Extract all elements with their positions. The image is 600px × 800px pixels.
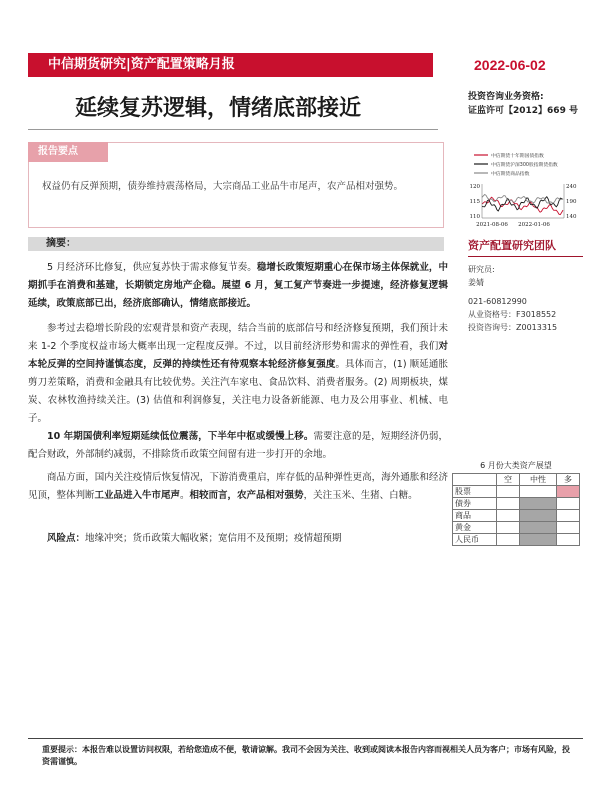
y-tick-left: 115 (469, 199, 480, 205)
outlook-title: 6 月份大类资产展望 (480, 461, 552, 470)
x-tick: 2022-01-06 (518, 222, 550, 228)
key-points-text: 权益仍有反弹预期，债券维持震荡格局，大宗商品工业品牛市尾声，农产品相对强势。 (42, 181, 404, 192)
qualification-line-2: 证监许可【2012】669 号 (468, 106, 578, 116)
paragraph-bonds (28, 428, 448, 464)
research-team-block (468, 237, 583, 334)
paragraph-commodities (28, 469, 448, 505)
outlook-asset-label: 人民币 (453, 534, 497, 546)
outlook-cell (497, 522, 520, 534)
asset-outlook-table (452, 459, 580, 544)
index-trend-chart (462, 148, 580, 228)
paragraph-risks (28, 530, 448, 548)
para4-part-a: 商品方面，国内关注疫情后恢复情况，下游消费重启，库存低的品种弹性更高，海外通胀和经济见顶，整体判断 (28, 472, 448, 501)
para4-part-c: 。 (180, 490, 190, 501)
qualification-line-1: 投资咨询业务资格: (468, 92, 544, 102)
report-title: 延续复苏逻辑，情绪底部接近 (75, 96, 362, 121)
outlook-cell (497, 510, 520, 522)
outlook-cell (557, 498, 580, 510)
y-tick-right: 140 (566, 214, 577, 220)
title-divider (28, 129, 438, 130)
y-tick-right: 190 (566, 199, 577, 205)
outlook-cell (519, 534, 556, 546)
para5-part-b: 地缘冲突；货币政策大幅收紧；宽信用不及预期；疫情超预期 (85, 533, 342, 544)
outlook-row (453, 522, 580, 534)
outlook-header-short: 空 (497, 474, 520, 486)
outlook-cell (519, 510, 556, 522)
footer-disclaimer: 重要提示：本报告难以设置访问权限，若给您造成不便，敬请谅解。我司不会因为关注、收到或阅读本报告内容而视相关人员为客户；市场有风险，投资需谨慎。 (42, 745, 570, 766)
paragraph-economy (28, 259, 448, 313)
footer-divider (28, 738, 583, 739)
para2-part-c: 。具体而言，(1) 顺延通胀剪刀差策略，消费和金融具有比较优势。关注汽车家电、食品饮料、消费者服务。(2) 周期板块，煤炭、农林牧渔持续关注。(3) 估值和利润修复，关注电力设备新能源、电力及公用事业、机械、电子。 (28, 359, 448, 424)
outlook-cell (497, 534, 520, 546)
para3-part-b: 需要注意的是，短期经济仍弱，配合财政，外部制约减弱，不排除货币政策空间留有进一步打开的余地。 (28, 431, 448, 460)
researcher-phone: 021-60812990 (468, 297, 527, 306)
y-tick-left: 120 (469, 184, 480, 190)
series-line (482, 197, 563, 214)
chart-plot-area (482, 195, 563, 215)
outlook-grid (452, 473, 580, 546)
outlook-row (453, 498, 580, 510)
team-title: 资产配置研究团队 (468, 237, 583, 257)
paragraph-equity (28, 320, 448, 428)
para4-part-e: ，关注玉米、生猪、白糖。 (303, 490, 418, 501)
legend-label: 中信期货商品指数 (491, 172, 530, 177)
summary-label: 摘要： (28, 237, 444, 251)
para2-part-a: 参考过去稳增长阶段的宏观背景和资产表现，结合当前的底部信号和经济修复预期，我们预计未来 1-2 个季度权益市场大概率出现一定程度反弹。不过，以目前经济形势和需求的弹性看，我们 (28, 323, 448, 352)
y-tick-right: 240 (566, 184, 577, 190)
report-date: 2022-06-02 (474, 57, 546, 73)
outlook-cell (557, 486, 580, 498)
para1-part-b: 稳增长政策短期重心在保市场主体保就业，中期抓手在消费和基建，长期锁定房地产企稳。展望 6 月，复工复产节奏进一步提速，经济修复逻辑延续，政策底部已出，经济底部确认，情绪底部接近。 (28, 262, 448, 309)
legend-label: 中信期货十年期国债指数 (491, 154, 544, 159)
researcher-name: 姜婧 (468, 278, 484, 287)
outlook-asset-label: 股票 (453, 486, 497, 498)
researcher-label: 研究员: (468, 265, 495, 274)
para3-part-a: 10 年期国债利率短期延续低位震荡，下半年中枢或缓慢上移。 (47, 431, 314, 442)
outlook-cell (519, 486, 556, 498)
outlook-cell (497, 498, 520, 510)
para4-part-b: 工业品进入牛市尾声 (94, 490, 181, 501)
series-line (482, 197, 563, 211)
outlook-asset-label: 债券 (453, 498, 497, 510)
key-points-tag: 报告要点 (28, 142, 108, 162)
outlook-asset-label: 黄金 (453, 522, 497, 534)
outlook-header-row (453, 474, 580, 486)
outlook-cell (557, 510, 580, 522)
y-tick-left: 110 (469, 214, 480, 220)
outlook-row (453, 486, 580, 498)
para2-part-b: 对本轮反弹的空间持谨慎态度，反弹的持续性还有待观察本轮经济修复强度 (28, 341, 448, 370)
qualification-block (468, 90, 578, 118)
report-series-band: 中信期货研究|资产配置策略月报 (28, 53, 433, 77)
outlook-cell (519, 522, 556, 534)
legend-label: 中信期货沪深300股指期货指数 (491, 163, 558, 168)
researcher-consult: 投资咨询号：Z0013315 (468, 323, 558, 332)
outlook-cell (519, 498, 556, 510)
outlook-cell (497, 486, 520, 498)
series-line (482, 195, 563, 204)
outlook-cell (557, 522, 580, 534)
researcher-license: 从业资格号：F3018552 (468, 310, 557, 319)
outlook-row (453, 510, 580, 522)
outlook-cell (557, 534, 580, 546)
outlook-header-long: 多 (557, 474, 580, 486)
para1-part-a: 5 月经济环比修复，供应复苏快于需求修复节奏。 (47, 262, 257, 273)
outlook-row (453, 534, 580, 546)
outlook-asset-label: 商品 (453, 510, 497, 522)
outlook-corner (453, 474, 497, 486)
para4-part-d: 相较而言，农产品相对强势 (189, 490, 304, 501)
para5-part-a: 风险点： (47, 533, 86, 544)
chart-legend (474, 152, 558, 177)
outlook-header-neutral: 中性 (519, 474, 556, 486)
x-tick: 2021-08-06 (476, 222, 508, 228)
